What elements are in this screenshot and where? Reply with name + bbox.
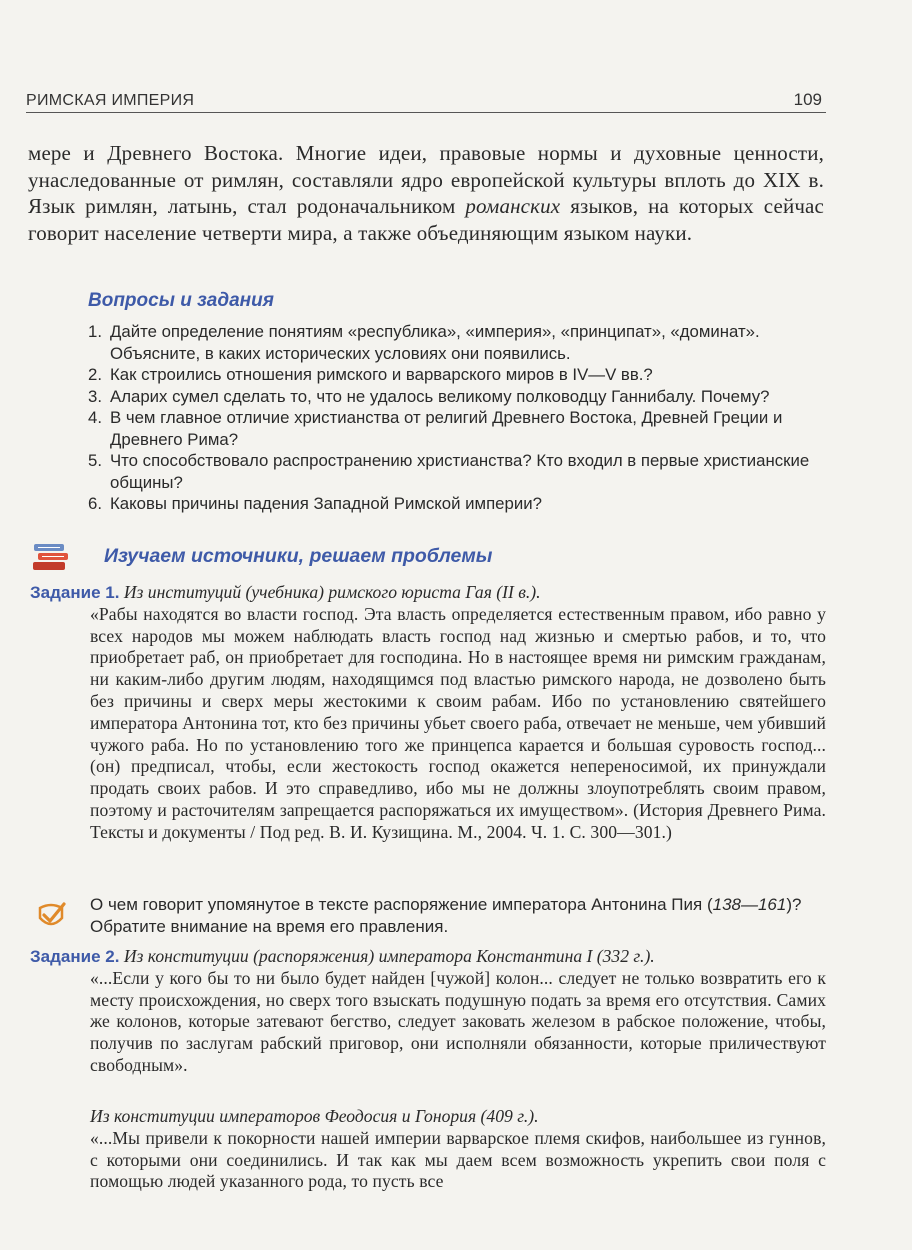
question-number: 1. <box>88 322 102 341</box>
question-text: Что способствовало распространению христианства? Кто входил в первые христианские общины? <box>110 451 810 492</box>
question-text: Как строились отношения римского и варварского миров в IV—V вв.? <box>110 365 653 384</box>
task-2-label: Задание 2. <box>30 947 120 966</box>
task-2-quote: «...Если у кого бы то ни было будет найден [чужой] колон... следует не только возвратить его к месту происхождения, но сверх того взыскать подушную подать за время его отсутствия. Самих же колонов, которые затевают бегство, следует заковать железом в рабское положение, чтобы, получив по заслугам рабский приговор, они исполняли обязанности, которые приличествуют свободным». <box>90 967 826 1075</box>
task-2-second-source <box>30 1106 826 1193</box>
sources-heading: Изучаем источники, решаем проблемы <box>104 545 493 567</box>
check-question-end: )? Обратите внимание на время его правления. <box>90 895 802 936</box>
question-text: Каковы причины падения Западной Римской империи? <box>110 494 542 513</box>
questions-heading: Вопросы и задания <box>88 290 274 311</box>
check-question-start: О чем говорит упомянутое в тексте распоряжение императора Антонина Пия ( <box>90 895 713 914</box>
check-question <box>90 894 826 938</box>
question-text: Аларих сумел сделать то, что не удалось великому полководцу Ганнибалу. Почему? <box>110 386 770 406</box>
task-1-quote: «Рабы находятся во власти господ. Эта власть определяется естественным правом, ибо равно у всех народов мы можем наблюдать власть господ над жизнью и смертью рабов, и то, что приобретает раб, он приобретает для господина. Но в настоящее время ни римским гражданам, ни каким-либо другим людям, находящимся под властью римского народа, не дозволено быть без причины и сверх меры жестокими к своим рабам. Ибо по установлению святейшего императора Антонина тот, кто без причины убьет своего раба, отвечает не меньше, чем убивший чужого раба. Но по установлению того же принцепса карается и большая суровость господ... (он) предписал, чтобы, если жестокость господ окажется непереносимой, их принуждали продать своих рабов. И это справедливо, ибо мы не должны злоупотреблять своим правом, поэтому и расточителям запрещается распоряжаться их имуществом». (История Древнего Рима. Тексты и документы / Под ред. В. И. Кузищина. М., 2004. Ч. 1. С. 300—301.) <box>90 603 826 842</box>
reign-years: 138—161 <box>712 895 787 914</box>
question-item <box>88 364 828 386</box>
question-number: 4. <box>88 408 102 427</box>
task-2-source: Из конституции (распоряжения) императора Константина I (332 г.). <box>123 946 655 966</box>
task-2 <box>30 946 826 1077</box>
books-icon <box>30 542 74 572</box>
question-text: В чем главное отличие христианства от религий Древнего Востока, Древней Греции и Древнего Рима? <box>110 408 783 449</box>
task-2-title <box>30 946 826 968</box>
section-title: РИМСКАЯ ИМПЕРИЯ <box>26 92 195 109</box>
question-item <box>88 493 828 515</box>
task-1 <box>30 582 826 844</box>
page-number: 109 <box>793 90 822 109</box>
lead-italic-term: романских <box>465 194 561 218</box>
task-2-second-source-title: Из конституции императоров Феодосия и Гонория (409 г.). <box>90 1106 539 1126</box>
running-header <box>26 90 826 113</box>
question-number: 2. <box>88 365 102 384</box>
checkmark-icon <box>34 898 68 932</box>
lead-text-start: мере и Древнего Востока. Многие идеи, правовые нормы и духовные ценности, унаследованные от римлян, составляли ядро европейской культуры вплоть до XIX в. Язык римлян, латынь, стал родоначальником <box>28 141 824 218</box>
lead-text-end: языков, на которых сейчас говорит население четверти мира, а также объединяющим языком науки. <box>28 194 824 245</box>
questions-list <box>88 321 828 515</box>
question-item <box>88 407 828 450</box>
question-text: Дайте определение понятиям «республика», «империя», «принципат», «доминат». Объясните, в каких исторических условиях они появились. <box>110 322 760 363</box>
question-number: 5. <box>88 451 102 470</box>
task-2-second-quote: «...Мы привели к покорности нашей империи варварское племя скифов, наибольшее из гуннов, с которыми они соединились. И так как мы даем всем возможность укрепить свои поля с помощью людей указанного рода, то пусть все <box>90 1127 826 1192</box>
task-1-source: Из институций (учебника) римского юриста Гая (II в.). <box>123 582 541 602</box>
question-item <box>88 386 828 408</box>
question-item <box>88 450 828 493</box>
question-item <box>88 321 828 364</box>
task-1-title <box>30 582 826 604</box>
task-1-label: Задание 1. <box>30 583 120 602</box>
question-number: 3. <box>88 386 102 406</box>
question-number: 6. <box>88 494 102 513</box>
lead-paragraph <box>28 140 824 246</box>
